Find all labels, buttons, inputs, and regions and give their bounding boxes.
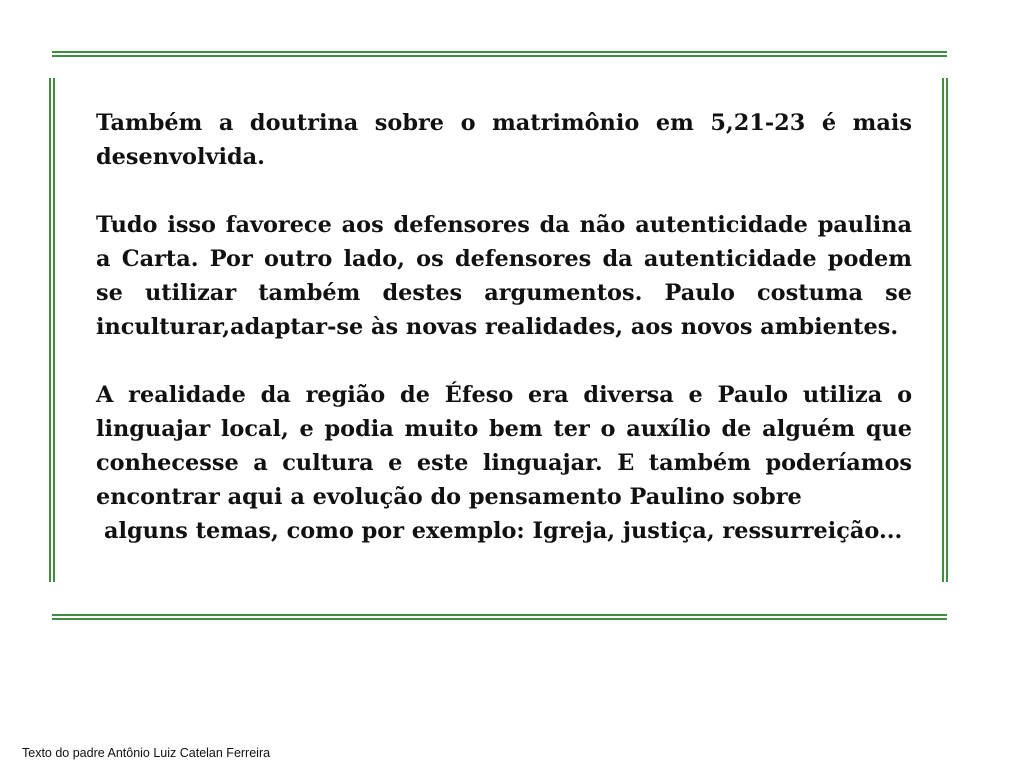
right-border-line-inner xyxy=(946,78,948,582)
left-border-line-inner xyxy=(53,78,55,582)
footer-credit: Texto do padre Antônio Luiz Catelan Ferreira xyxy=(22,746,271,760)
paragraph-efeso-last-line: alguns temas, como por exemplo: Igreja, justiça, ressurreição... xyxy=(104,518,903,544)
slide-body xyxy=(96,106,912,548)
paragraph-efeso-text: A realidade da região de Éfeso era diversa e Paulo utiliza o linguajar local, e podia muito bem ter o auxílio de alguém que conhecesse a cultura e este linguajar. E também poderíamos encontrar aqui a evolução do pensamento Paulino sobre xyxy=(96,382,912,510)
top-border-line-inner xyxy=(52,55,947,57)
right-border-line-outer xyxy=(942,78,944,582)
paragraph-efeso xyxy=(96,378,912,548)
top-border-line-outer xyxy=(52,51,947,53)
left-border-line-outer xyxy=(49,78,51,582)
paragraph-autenticidade: Tudo isso favorece aos defensores da não autenticidade paulina a Carta. Por outro lado, os defensores da autenticidade podem se utilizar também destes argumentos. Paulo costuma se inculturar,adaptar-se às novas realidades, aos novos ambientes. xyxy=(96,212,912,340)
paragraph-matrimonio: Também a doutrina sobre o matrimônio em 5,21-23 é mais desenvolvida. xyxy=(96,110,912,170)
bottom-border-line-inner xyxy=(52,618,947,620)
bottom-border-line-outer xyxy=(52,614,947,616)
